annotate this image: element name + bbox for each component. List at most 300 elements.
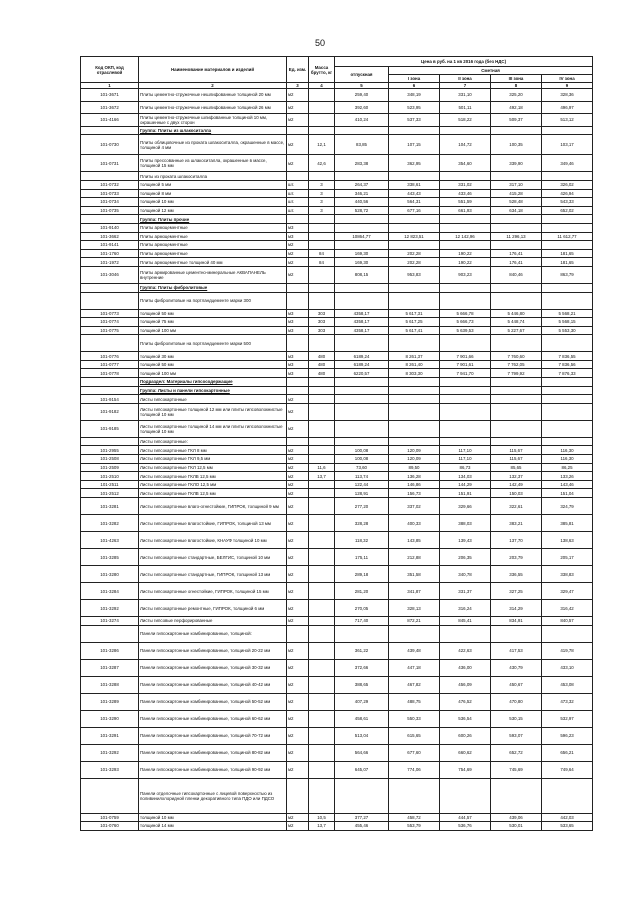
cell-price-zone-2 [440,403,491,420]
cell-price-release: 528,72 [335,206,389,215]
cell-code: 101-0735 [81,206,139,215]
cell-price-zone-2: 456,09 [440,676,491,693]
header-unit: Ед. изм. [287,57,309,83]
table-row [81,241,593,250]
cell-mass [309,583,335,600]
cell-name: Листы гипсокартонные ремонтные, ГИПРОК, толщиной 6 мм [139,600,287,617]
cell-mass: 480 [309,369,335,378]
header-zone-1: I зона [389,75,440,83]
cell-unit: м2 [287,472,309,481]
cell-name: Плиты армоцементные [139,249,287,258]
cell-price-zone-4 [542,386,593,395]
cell-price-zone-1: 337,02 [389,498,440,515]
table-row [81,813,593,822]
table-row [81,189,593,198]
cell-price-zone-4: 533,65 [542,822,593,831]
cell-code: 101-3280 [81,566,139,583]
cell-mass [309,480,335,489]
cell-mass: 3 [309,206,335,215]
cell-price-zone-3: 150,03 [491,489,542,498]
cell-price-zone-1: 212,88 [389,549,440,566]
cell-price-release: 73,60 [335,463,389,472]
cell-price-release: 388,65 [335,676,389,693]
cell-price-release: 4358,17 [335,309,389,318]
cell-name: Листы гипсокартонные влаго-огнестойкие, ГИПРОК, толщиной 9 мм [139,498,287,515]
cell-mass [309,378,335,387]
cell-price-zone-4: 116,30 [542,455,593,464]
cell-name: Плиты фибролитовые на портландцементе марки 300 [139,292,287,309]
cell-price-zone-4: 7 876,33 [542,369,593,378]
cell-price-zone-2: 340,78 [440,566,491,583]
cell-code: 101-9141 [81,241,139,250]
cell-price-zone-1: 564,31 [389,198,440,207]
cell-mass [309,617,335,626]
cell-price-zone-3: 176,41 [491,258,542,267]
cell-price-zone-1 [389,378,440,387]
cell-price-zone-4 [542,403,593,420]
cell-mass [309,89,335,102]
cell-price-zone-2: 600,26 [440,727,491,744]
cell-price-zone-1: 872,21 [389,617,440,626]
cell-price-zone-4: 151,04 [542,489,593,498]
cell-mass [309,232,335,241]
cell-price-zone-3: 450,67 [491,676,542,693]
cell-price-zone-1: 488,75 [389,693,440,710]
group-row [81,386,593,395]
cell-price-release [335,386,389,395]
cell-mass [309,420,335,437]
cell-price-zone-1: 8 261,40 [389,360,440,369]
cell-price-release: 4358,17 [335,318,389,327]
cell-price-zone-2 [440,126,491,135]
table-row [81,198,593,207]
cell-price-zone-2: 5 639,53 [440,326,491,335]
cell-price-zone-2: 206,35 [440,549,491,566]
cell-code: 101-2508 [81,455,139,464]
cell-mass [309,172,335,181]
cell-name: Листы гипсокартонные стандартные, БЕЛГИС, толщиной 10 мм [139,549,287,566]
cell-price-zone-3: 132,37 [491,472,542,481]
cell-name: Плиты армированные цементно-минеральные АКВАПАНЕЛЬ внутренние [139,266,287,283]
cell-name: толщиной 30 мм [139,352,287,361]
cell-price-zone-2: 660,62 [440,744,491,761]
cell-name: Плиты цементно-стружечные нешлифованные толщиной 26 мм [139,101,287,114]
cell-unit [287,437,309,446]
cell-code: 101-2955 [81,446,139,455]
cell-price-zone-2: 316,24 [440,600,491,617]
cell-code: 101-3046 [81,266,139,283]
cell-price-zone-2: 117,10 [440,455,491,464]
cell-price-zone-3: 834,91 [491,617,542,626]
table-row [81,761,593,778]
cell-mass [309,215,335,224]
cell-price-zone-1: 89,50 [389,463,440,472]
cell-price-zone-3 [491,625,542,642]
cell-mass: 84 [309,249,335,258]
cell-price-zone-4: 442,03 [542,813,593,822]
col-num-7: 7 [440,83,491,89]
cell-price-zone-1 [389,778,440,813]
cell-name: Листы гипсокартонные влагостойкие, ГИПРОК, толщиной 13 мм [139,515,287,532]
cell-name: толщиной 100 мм [139,326,287,335]
table-row [81,249,593,258]
cell-mass: 13,7 [309,472,335,481]
cell-price-zone-3: 509,37 [491,114,542,127]
cell-price-zone-4: 543,33 [542,198,593,207]
cell-name: Панели гипсокартонные комбинированные, толщиной 30-32 мм [139,659,287,676]
cell-price-zone-2 [440,386,491,395]
cell-name: толщиной 5 мм [139,180,287,189]
cell-mass: 3 [309,189,335,198]
header-code: Код ОКП, код отраслевой [81,57,139,83]
table-row [81,172,593,181]
table-row [81,223,593,232]
cell-unit [287,778,309,813]
cell-name: Панели гипсокартонные комбинированные, толщиной: [139,625,287,642]
cell-mass [309,710,335,727]
cell-unit: м2 [287,822,309,831]
table-header [81,57,593,89]
cell-code: 101-3286 [81,642,139,659]
cell-price-zone-3: 85,65 [491,463,542,472]
cell-price-zone-4: 181,65 [542,249,593,258]
cell-price-zone-3: 530,15 [491,710,542,727]
table-row [81,625,593,642]
cell-price-zone-1: 348,19 [389,89,440,102]
cell-price-zone-4: 7 836,56 [542,360,593,369]
cell-price-zone-4: 7 836,55 [542,352,593,361]
cell-price-release: 6189,24 [335,352,389,361]
cell-code: 101-3282 [81,515,139,532]
cell-price-zone-1 [389,420,440,437]
cell-price-zone-1: 443,43 [389,189,440,198]
cell-price-zone-4: 419,78 [542,642,593,659]
cell-price-zone-3: 322,61 [491,498,542,515]
cell-price-zone-2 [440,778,491,813]
cell-unit: м2 [287,676,309,693]
cell-price-zone-3: 203,79 [491,549,542,566]
cell-price-zone-3: 530,01 [491,822,542,831]
cell-price-zone-1: 120,09 [389,446,440,455]
cell-price-release: 100,08 [335,455,389,464]
table-row [81,744,593,761]
cell-code: 101-9140 [81,223,139,232]
cell-price-zone-2: 433,46 [440,189,491,198]
table-row [81,180,593,189]
cell-unit: м2 [287,744,309,761]
cell-name: Панели гипсокартонные комбинированные, толщиной 50-52 мм [139,693,287,710]
cell-price-release: 392,60 [335,101,389,114]
cell-price-zone-1: 523,95 [389,101,440,114]
cell-price-zone-3 [491,335,542,352]
cell-unit: м3 [287,309,309,318]
header-estimate: Сметная [389,67,593,75]
cell-mass [309,625,335,642]
cell-unit: м2 [287,114,309,127]
cell-code: 101-0730 [81,135,139,155]
cell-price-zone-1: 467,82 [389,676,440,693]
cell-code: 101-2509 [81,463,139,472]
cell-price-zone-3: 430,79 [491,659,542,676]
table-row [81,600,593,617]
cell-price-zone-4: 532,97 [542,710,593,727]
cell-mass [309,283,335,292]
cell-price-zone-1: 615,65 [389,727,440,744]
cell-mass [309,549,335,566]
cell-mass [309,266,335,283]
cell-price-zone-3: 417,53 [491,642,542,659]
cell-mass [309,386,335,395]
cell-price-zone-4: 324,79 [542,498,593,515]
cell-price-release: 361,22 [335,642,389,659]
cell-price-release: 175,11 [335,549,389,566]
table-row [81,549,593,566]
cell-name: Листы гипсокартонные ГКЛВ 12,5 мм [139,472,287,481]
cell-price-zone-3: 652,72 [491,744,542,761]
cell-price-zone-3: 7 762,05 [491,360,542,369]
cell-name: Группа: Плиты фибролитовые [139,283,287,292]
cell-price-zone-1 [389,283,440,292]
cell-price-zone-3: 492,18 [491,101,542,114]
cell-price-release [335,437,389,446]
cell-code: 101-3281 [81,498,139,515]
cell-code: 101-0778 [81,369,139,378]
cell-mass [309,223,335,232]
table-row [81,480,593,489]
cell-price-zone-1: 120,09 [389,455,440,464]
table-row [81,693,593,710]
cell-price-zone-2: 536,54 [440,710,491,727]
cell-unit: м2 [287,727,309,744]
table-row [81,335,593,352]
table-row [81,266,593,283]
col-num-9: 9 [542,83,593,89]
cell-mass [309,761,335,778]
cell-name: Плиты прессованные из шлакоситалла, окрашенные в массе, толщиной 15 мм [139,155,287,172]
group-row [81,283,593,292]
cell-price-zone-4: 749,64 [542,761,593,778]
cell-price-zone-3: 115,67 [491,446,542,455]
table-row [81,292,593,309]
col-num-1: 1 [81,83,139,89]
cell-price-zone-3: 325,20 [491,89,542,102]
cell-unit: м2 [287,761,309,778]
cell-price-zone-3: 439,06 [491,813,542,822]
cell-price-zone-1: 362,95 [389,155,440,172]
cell-price-zone-2: 190,22 [440,249,491,258]
header-name: Наименование материалов и изделий [139,57,287,83]
cell-code: 101-3291 [81,727,139,744]
cell-unit [287,378,309,387]
cell-name: Панели гипсокартонные комбинированные, толщиной 20-22 мм [139,642,287,659]
cell-price-release: 808,15 [335,266,389,283]
cell-code: 101-3292 [81,600,139,617]
cell-price-release [335,172,389,181]
cell-code: 101-0777 [81,360,139,369]
cell-price-zone-1 [389,126,440,135]
cell-unit: м3 [287,360,309,369]
cell-price-zone-2: 754,69 [440,761,491,778]
cell-price-release: 10864,77 [335,232,389,241]
cell-price-zone-3: 314,29 [491,600,542,617]
table-row [81,89,593,102]
cell-price-zone-4: 181,65 [542,258,593,267]
cell-price-zone-4 [542,292,593,309]
cell-price-zone-4: 133,26 [542,472,593,481]
col-num-4: 4 [309,83,335,89]
cell-price-zone-3: 5 446,80 [491,309,542,318]
cell-code: 101-9185 [81,420,139,437]
cell-price-zone-1: 8 303,30 [389,369,440,378]
cell-unit: м2 [287,710,309,727]
cell-mass [309,126,335,135]
cell-mass [309,778,335,813]
cell-price-zone-2: 518,22 [440,114,491,127]
cell-price-zone-1 [389,223,440,232]
cell-price-release: 564,66 [335,744,389,761]
cell-price-zone-1: 328,13 [389,600,440,617]
cell-price-release: 100,08 [335,446,389,455]
cell-price-zone-1 [389,625,440,642]
cell-price-release: 410,24 [335,114,389,127]
cell-price-zone-2 [440,420,491,437]
cell-price-zone-4 [542,126,593,135]
header-mass: Масса брутто, кг [309,57,335,83]
table-row [81,155,593,172]
cell-price-zone-4 [542,335,593,352]
cell-price-zone-3: 11 296,13 [491,232,542,241]
cell-price-zone-4 [542,241,593,250]
cell-name: Подраздел: Материалы гипсосодержащие [139,378,287,387]
cell-price-zone-3 [491,126,542,135]
cell-unit: м3 [287,223,309,232]
cell-name: толщиной 10 мм [139,813,287,822]
cell-mass [309,659,335,676]
cell-price-zone-3 [491,778,542,813]
table-row [81,455,593,464]
cell-name: Панели гипсокартонные комбинированные, толщиной 40-42 мм [139,676,287,693]
table-row [81,258,593,267]
cell-price-zone-4: 453,08 [542,676,593,693]
cell-name: Панели отделочные гипсокартонные с лицевой поверхностью из поливинилхлоридной пленки декоративного типа ПДО или ПДСО [139,778,287,813]
table-body [81,89,593,831]
cell-price-zone-3 [491,403,542,420]
price-table-container [80,56,592,831]
cell-mass [309,446,335,455]
cell-price-release: 113,74 [335,472,389,481]
page-number: 50 [314,38,325,48]
cell-price-zone-1 [389,386,440,395]
cell-price-zone-3 [491,215,542,224]
cell-price-zone-4: 426,94 [542,189,593,198]
cell-price-zone-1: 8 261,37 [389,352,440,361]
cell-code: 101-0775 [81,326,139,335]
cell-price-release: 277,20 [335,498,389,515]
cell-price-zone-3: 327,25 [491,583,542,600]
cell-name: Плиты из проката шлакоситалла [139,172,287,181]
cell-name: Плиты цементно-стружечные нешлифованные толщиной 20 мм [139,89,287,102]
cell-price-zone-4: 863,79 [542,266,593,283]
cell-price-zone-3: 415,28 [491,189,542,198]
cell-name: Листы гипсокартонные: [139,437,287,446]
subsection-row [81,378,593,387]
cell-price-zone-4: 205,17 [542,549,593,566]
cell-price-zone-2 [440,395,491,404]
cell-price-zone-1: 5 617,25 [389,318,440,327]
cell-mass: 480 [309,360,335,369]
cell-price-release: 281,20 [335,583,389,600]
cell-mass: 303 [309,326,335,335]
cell-unit: м2 [287,642,309,659]
cell-price-release: 270,05 [335,600,389,617]
cell-unit: шт. [287,198,309,207]
cell-unit: м2 [287,566,309,583]
cell-price-zone-4: 316,42 [542,600,593,617]
cell-price-zone-3: 5 448,74 [491,318,542,327]
cell-code: 101-4263 [81,532,139,549]
cell-unit: м2 [287,258,309,267]
cell-name: толщиной 75 мм [139,318,287,327]
cell-code [81,283,139,292]
cell-name: Панели гипсокартонные комбинированные, толщиной 80-82 мм [139,744,287,761]
cell-price-zone-4: 326,02 [542,180,593,189]
cell-code: 101-3292 [81,744,139,761]
cell-price-zone-4: 11 612,77 [542,232,593,241]
cell-price-zone-2 [440,625,491,642]
table-row [81,583,593,600]
table-row [81,135,593,155]
cell-price-zone-2: 331,37 [440,583,491,600]
cell-code: 101-3289 [81,693,139,710]
cell-name: Плиты армоцементные [139,241,287,250]
cell-price-release: 513,04 [335,727,389,744]
cell-price-zone-1: 136,28 [389,472,440,481]
table-row [81,727,593,744]
cell-name: Плиты фибролитовые на портландцементе марки 500 [139,335,287,352]
cell-price-zone-2: 331,02 [440,180,491,189]
cell-price-zone-2: 7 901,61 [440,360,491,369]
cell-price-zone-3 [491,378,542,387]
cell-unit: м2 [287,693,309,710]
cell-unit: м2 [287,403,309,420]
cell-name: Группа: Листы и панели гипсокартонные [139,386,287,395]
cell-price-zone-4: 5 568,21 [542,309,593,318]
cell-price-release: 407,29 [335,693,389,710]
cell-code [81,172,139,181]
cell-price-release: 128,91 [335,489,389,498]
cell-price-release: 346,21 [335,189,389,198]
cell-price-release [335,403,389,420]
cell-price-release: 6220,57 [335,369,389,378]
cell-price-zone-1 [389,395,440,404]
cell-price-release: 458,61 [335,710,389,727]
cell-price-release: 264,37 [335,180,389,189]
cell-name: толщиной 50 мм [139,309,287,318]
table-row [81,318,593,327]
cell-name: Листы гипсокартонные ГКЛ 12,5 мм [139,463,287,472]
cell-price-zone-2 [440,378,491,387]
cell-price-zone-2: 12 142,96 [440,232,491,241]
cell-price-zone-4: 103,17 [542,135,593,155]
price-table [80,56,593,831]
cell-code [81,126,139,135]
header-price-title: Цена в руб. на 1 кв 2016 года (без НДС) [335,57,593,67]
cell-price-zone-1: 400,33 [389,515,440,532]
cell-unit: м2 [287,498,309,515]
cell-code: 101-0733 [81,189,139,198]
cell-unit: м2 [287,600,309,617]
table-row [81,395,593,404]
